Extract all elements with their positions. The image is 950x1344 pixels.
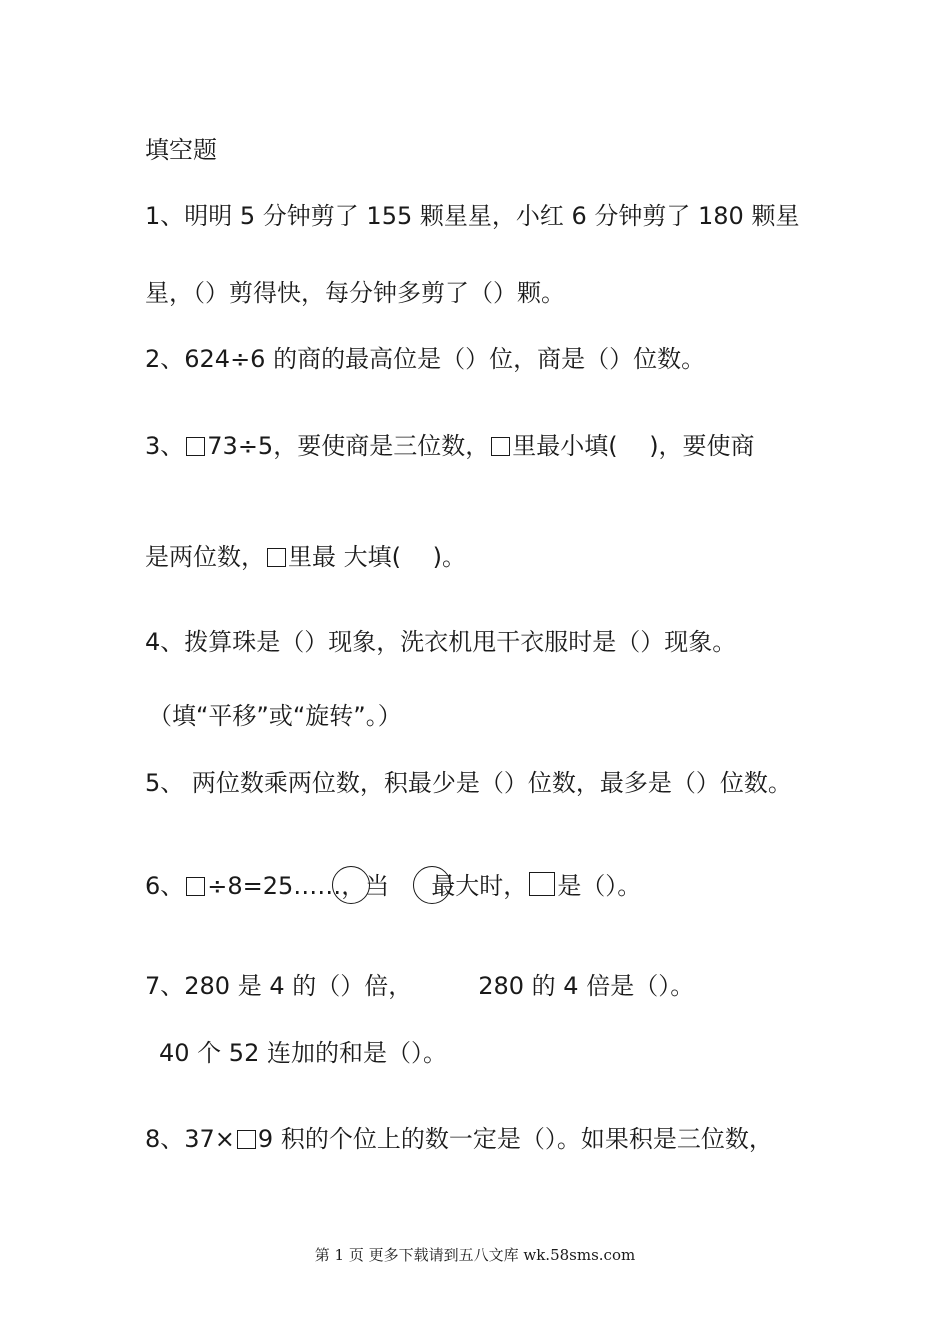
question-3-text-a: 73÷5，要使商是三位数，: [207, 432, 490, 460]
question-7-line-1: [145, 970, 694, 1002]
blank-square-icon: [186, 877, 205, 896]
question-3-number: 3、: [145, 432, 185, 460]
blank-square-icon: [529, 872, 555, 896]
blank-square-icon: [237, 1130, 256, 1149]
question-4-line-2: （填“平移”或“旋转”。）: [148, 702, 402, 730]
question-6-text-b: 最大时，: [431, 872, 528, 900]
question-7-text-a: 7、280 是 4 的（）倍，: [145, 972, 413, 1000]
blank-circle-icon: [413, 866, 451, 904]
question-5-line-1: 5、 两位数乘两位数，积最少是（）位数，最多是（）位数。: [145, 769, 792, 797]
question-7-line-2: 40 个 52 连加的和是（）。: [159, 1039, 447, 1067]
question-3-line-1: [145, 430, 755, 462]
question-8-text-a: 8、37×: [145, 1125, 235, 1153]
page-footer: 第 1 页 更多下载请到五八文库 wk.58sms.com: [314, 1246, 636, 1264]
question-3-text-d: 里最 大填( )。: [288, 543, 466, 571]
blank-circle-icon: [332, 866, 370, 904]
question-3-text-b: 里最小填( )，要使商: [512, 432, 755, 460]
question-6-text-c: 是（）。: [557, 872, 642, 900]
blank-square-icon: [186, 437, 205, 456]
question-1-line-1: 1、明明 5 分钟剪了 155 颗星星，小红 6 分钟剪了 180 颗星: [145, 202, 800, 230]
question-8-text-b: 9 积的个位上的数一定是（）。如果积是三位数，: [257, 1125, 773, 1153]
question-7-text-b: 280 的 4 倍是（）。: [478, 972, 695, 1000]
blank-square-icon: [491, 437, 510, 456]
question-4-line-1: 4、拨算珠是（）现象，洗衣机甩干衣服时是（）现象。: [145, 628, 737, 656]
question-2-line-1: 2、624÷6 的商的最高位是（）位，商是（）位数。: [145, 345, 706, 373]
question-8-line-1: [145, 1123, 773, 1155]
question-6-number: 6、: [145, 872, 185, 900]
question-6-text-a: ÷8=25……，当: [207, 872, 390, 900]
question-6-line-1: [145, 870, 641, 902]
section-title: 填空题: [145, 136, 217, 164]
blank-square-icon: [267, 548, 286, 567]
question-1-line-2: 星，（）剪得快，每分钟多剪了（）颗。: [145, 279, 565, 307]
question-3-line-2: [145, 541, 466, 573]
question-3-text-c: 是两位数，: [145, 543, 265, 571]
